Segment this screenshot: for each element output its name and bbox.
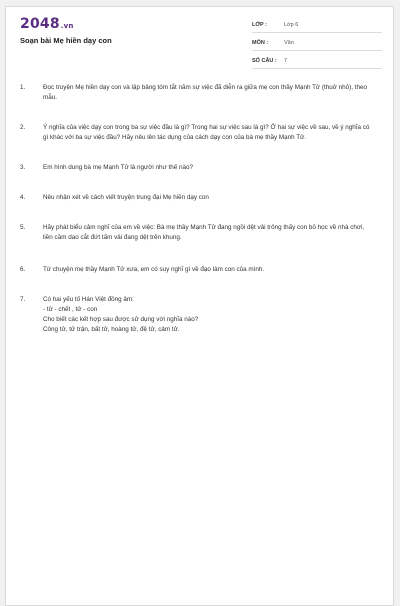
question-item	[20, 193, 370, 203]
question-text: Nêu nhận xét về cách viết truyện trung đại Mẹ hiền dạy con	[43, 194, 209, 201]
page-title: Soạn bài Mẹ hiền dạy con	[20, 36, 112, 45]
question-number: 4.	[20, 194, 26, 201]
meta-value: 7	[284, 57, 288, 64]
meta-row-subject	[252, 35, 382, 51]
question-number: 5.	[20, 224, 26, 231]
meta-row-class	[252, 17, 382, 33]
meta-row-question-count	[252, 53, 382, 69]
question-number: 1.	[20, 84, 26, 91]
question-number: 2.	[20, 124, 26, 131]
meta-label: SỐ CÂU :	[252, 57, 277, 64]
question-list	[20, 83, 370, 335]
question-item	[20, 223, 370, 243]
logo-name: 2048	[20, 16, 60, 32]
meta-value: Lớp 6	[284, 21, 299, 28]
question-text: Có hai yếu tố Hán Việt đồng âm: - tử - chết , tử - con Cho biết các kết hợp sau được sử dụng với nghĩa nào? Công tử, tử trận, bất tử, hoàng tử, đệ tử, cảm tử.	[43, 296, 199, 333]
worksheet-header	[6, 7, 393, 69]
question-item	[20, 123, 370, 143]
question-text: Từ chuyện mẹ thầy Mạnh Tử xưa, em có suy nghĩ gì về đạo làm con của mình.	[43, 266, 265, 273]
question-number: 7.	[20, 296, 26, 303]
question-text: Hãy phát biểu cảm nghĩ của em về việc: Bà mẹ thầy Mạnh Tử đang ngồi dệt vải trông thấy con bỏ học về nhà chơi, liền cầm dao cắt đứt tấm vải đang dệt trên khung.	[43, 224, 365, 241]
meta-label: LỚP :	[252, 21, 267, 28]
worksheet-page	[5, 6, 394, 606]
meta-value: Văn	[284, 39, 294, 46]
logo-tld: .vn	[60, 22, 74, 30]
meta-label: MÔN :	[252, 39, 269, 46]
question-text: Em hình dung bà mẹ Mạnh Tử là người như thế nào?	[43, 164, 194, 171]
question-item	[20, 295, 370, 335]
logo[interactable]	[20, 16, 74, 32]
question-item	[20, 163, 370, 173]
question-number: 3.	[20, 164, 26, 171]
question-item	[20, 83, 370, 103]
meta-info	[252, 17, 382, 71]
question-item	[20, 265, 370, 275]
question-text: Đọc truyện Mẹ hiền dạy con và lập bảng tóm tắt năm sự việc đã diễn ra giữa mẹ con thầy Mạnh Tử (thuở nhỏ), theo mẫu.	[43, 84, 367, 101]
question-number: 6.	[20, 266, 26, 273]
question-text: Ý nghĩa của việc dạy con trong ba sự việc đầu là gì? Trong hai sự việc sau là gì? Ở hai sự việc về sau, về ý nghĩa có gì khác với ba sự việc đầu? Hãy nêu lên tác dụng của cách dạy con của bà mẹ thầy Mạnh Tử.	[43, 124, 370, 141]
